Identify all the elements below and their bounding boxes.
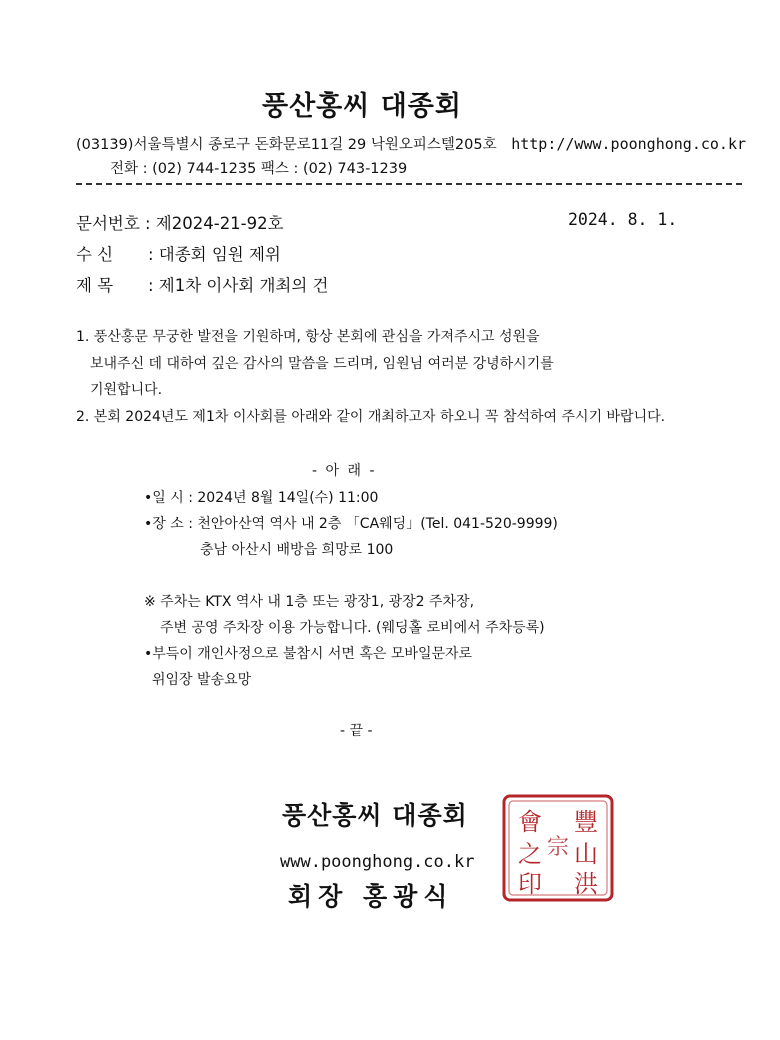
meeting-place: •장 소 : 천안아산역 역사 내 2층 「CA웨딩」(Tel. 041-520-9999)	[144, 516, 558, 532]
subject-label: 제 목	[76, 276, 114, 295]
parking-note-line-2: 주변 공영 주차장 이용 가능합니다. (웨딩홀 로비에서 주차등록)	[160, 620, 545, 636]
header-website-link[interactable]: http://www.poonghong.co.kr	[511, 135, 747, 153]
svg-text:宗: 宗	[546, 835, 570, 860]
parking-note-line-1: ※ 주차는 KTX 역사 내 1층 또는 광장1, 광장2 주차장,	[144, 594, 475, 610]
meeting-address: 충남 아산시 배방읍 희망로 100	[200, 542, 394, 558]
address: (03139)서울특별시 종로구 돈화문로11길 29 낙원오피스텔205호	[76, 137, 497, 153]
svg-text:會: 會	[518, 808, 542, 836]
svg-text:印: 印	[518, 870, 542, 898]
svg-text:之: 之	[518, 840, 542, 868]
doc-number: 문서번호 : 제2024-21-92호	[76, 214, 284, 233]
org-title: 풍산홍씨 대종회	[262, 91, 462, 122]
paragraph-1-line-1: 1. 풍산홍문 무궁한 발전을 기원하며, 항상 본회에 관심을 가져주시고 성원을	[76, 329, 540, 345]
official-seal	[500, 792, 616, 904]
header-divider	[76, 183, 742, 185]
footer-org-name: 풍산홍씨 대종회	[282, 801, 468, 830]
paragraph-1-line-3: 기원합니다.	[90, 382, 163, 398]
subject-value: : 제1차 이사회 개최의 건	[148, 276, 329, 295]
footer-website-link[interactable]: www.poonghong.co.kr	[280, 852, 475, 872]
meeting-date: •일 시 : 2024년 8월 14일(수) 11:00	[144, 490, 379, 506]
president-signature: 회장 홍광식	[288, 882, 454, 911]
svg-text:豐: 豐	[574, 808, 598, 836]
paragraph-1-line-2: 보내주신 데 대하여 깊은 감사의 말씀을 드리며, 임원님 여러분 강녕하시기를	[90, 356, 554, 372]
recipient-value: : 대종회 임원 제위	[148, 245, 281, 264]
phone-fax: 전화 : (02) 744-1235 팩스 : (02) 743-1239	[110, 161, 408, 177]
address-line	[76, 133, 746, 154]
svg-text:洪: 洪	[574, 870, 598, 898]
end-mark: - 끝 -	[340, 723, 373, 739]
recipient-label: 수 신	[76, 245, 114, 264]
doc-date: 2024. 8. 1.	[568, 210, 678, 229]
proxy-note-line-1: •부득이 개인사정으로 불참시 서면 혹은 모바일문자로	[144, 646, 473, 662]
paragraph-2: 2. 본회 2024년도 제1차 이사회를 아래와 같이 개최하고자 하오니 꼭 참석하여 주시기 바랍니다.	[76, 409, 666, 425]
details-heading: - 아 래 -	[312, 463, 377, 479]
svg-text:山: 山	[574, 840, 598, 868]
proxy-note-line-2: 위임장 발송요망	[152, 672, 252, 688]
